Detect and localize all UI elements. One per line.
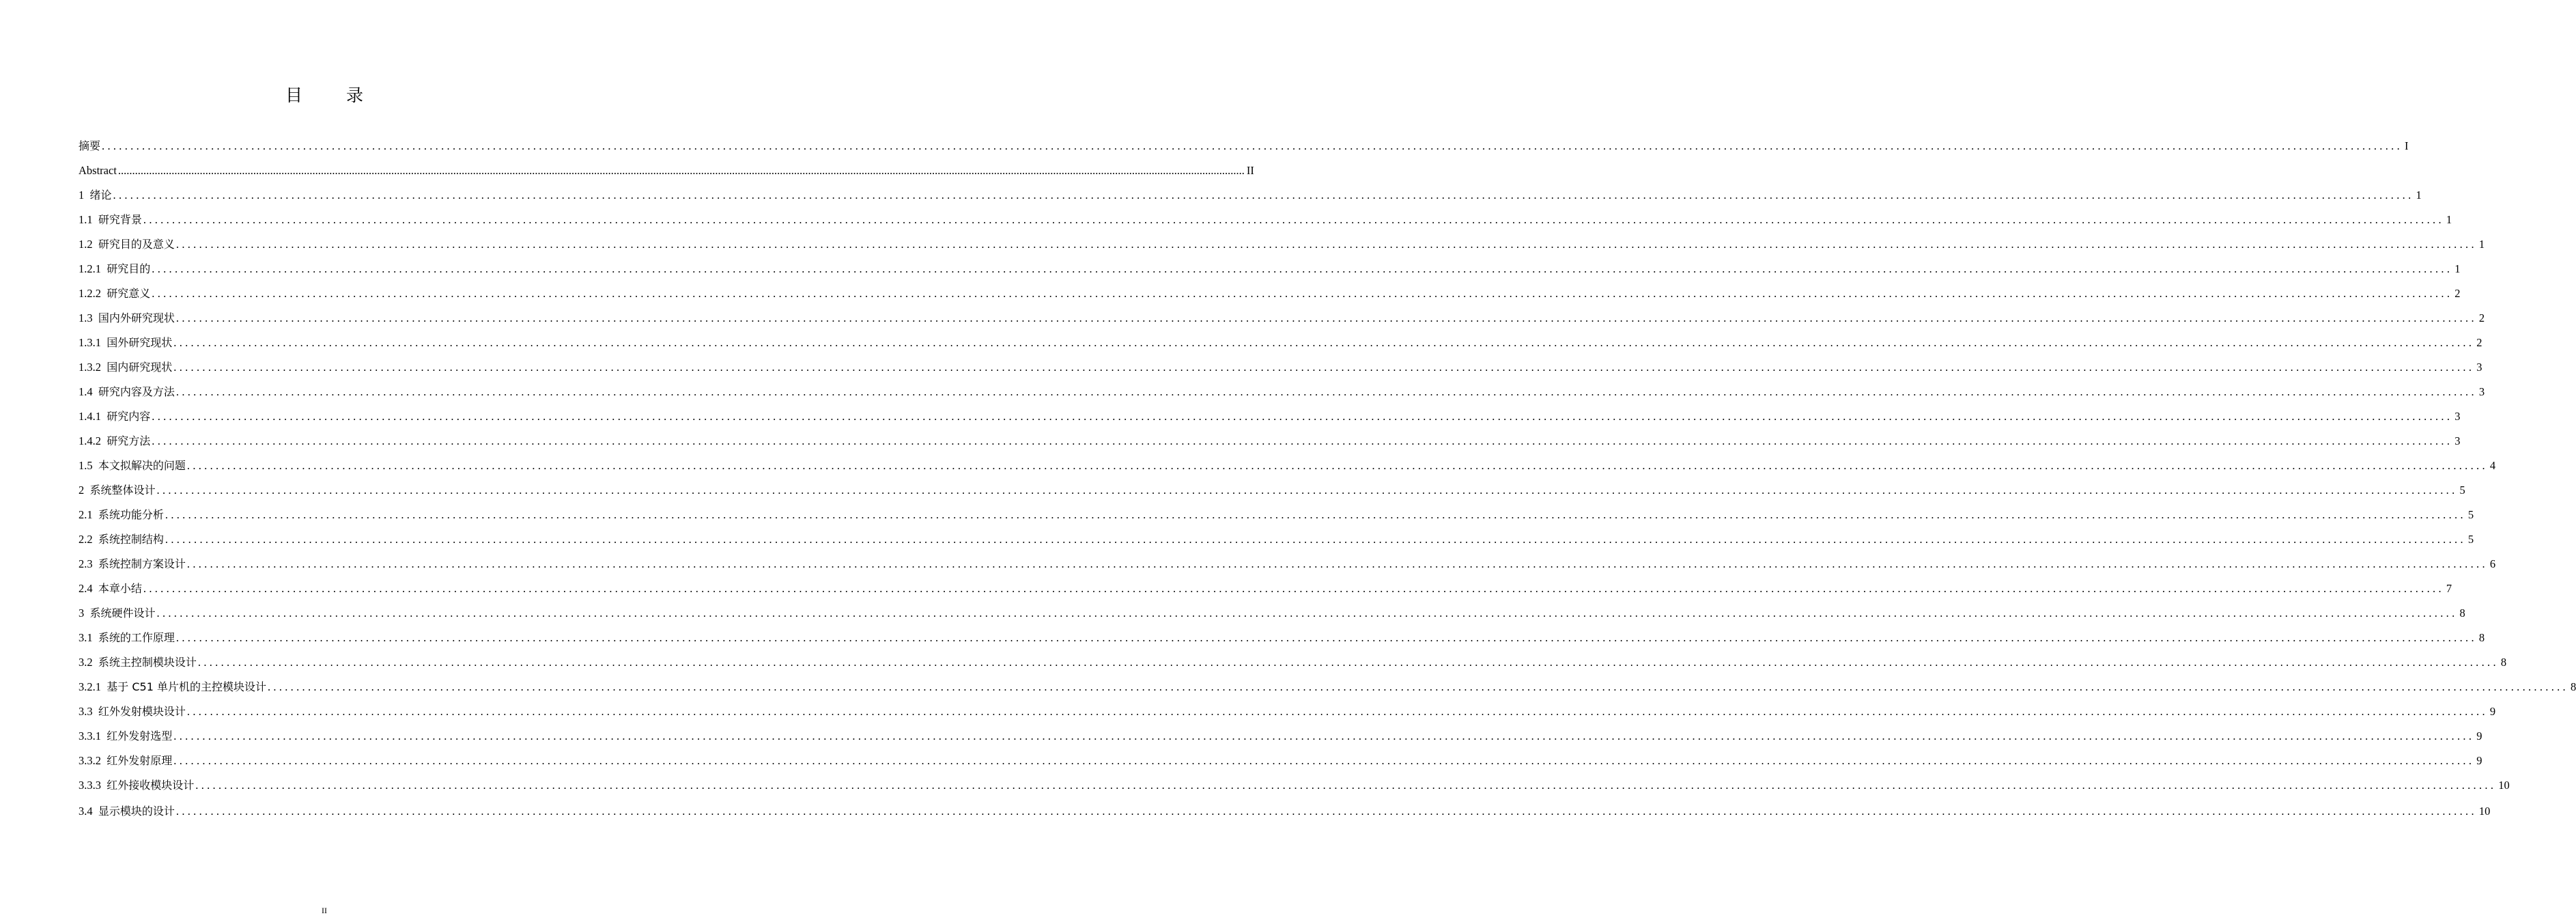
toc-entry-page: 2 — [2476, 336, 2482, 349]
toc-entry[interactable] — [79, 232, 2485, 257]
toc-entry-label — [79, 576, 142, 601]
toc-entry-label — [79, 454, 186, 478]
toc-entry-number: 2.2 — [79, 533, 93, 546]
page-number: II — [322, 906, 327, 915]
toc-entry-label — [79, 134, 100, 158]
toc-entry-page: 5 — [2459, 484, 2465, 497]
toc-entry-title: 系统主控制模块设计 — [98, 656, 197, 669]
toc-entry[interactable] — [79, 158, 1254, 183]
toc-dot-leader: ................................................................................................................................................................................................................................................................................................................................................................................................................ — [143, 213, 2444, 226]
toc-dot-leader: ................................................................................................................................................................................................................................................................................................................................................................................................................ — [175, 238, 2477, 251]
toc-entry[interactable] — [79, 576, 2452, 601]
toc-entry-page: 7 — [2446, 582, 2452, 595]
toc-entry-number: 2.1 — [79, 508, 93, 521]
toc-entry-title: Abstract — [79, 164, 117, 177]
toc-entry-label — [79, 355, 172, 380]
toc-entry-page: 1 — [2454, 262, 2461, 275]
toc-entry[interactable] — [79, 281, 2461, 306]
toc-entry-page: 8 — [2478, 631, 2485, 644]
toc-entry-label — [79, 232, 175, 257]
toc-entry-title: 研究目的 — [107, 262, 151, 275]
toc-entry-label — [79, 552, 186, 576]
toc-dot-leader: ................................................................................................................................................................................................................................................................................................................................................................................................................ — [102, 139, 2403, 152]
toc-entry-page: 1 — [2446, 213, 2452, 226]
toc-entry[interactable] — [79, 699, 2496, 724]
toc-entry[interactable] — [79, 429, 2461, 454]
toc-entry-title: 红外发射选型 — [107, 729, 173, 742]
page-title: 目 录 — [285, 85, 382, 105]
toc-entry-page: 10 — [2498, 779, 2510, 792]
toc-entry-page: 1 — [2478, 238, 2485, 251]
toc-entry-number: 1.3 — [79, 311, 93, 324]
toc-entry-page: 10 — [2478, 805, 2491, 818]
toc-dot-leader: ................................................................................................................................................................................................................................................................................................................................................................................................................ — [186, 557, 2488, 570]
toc-entry-number: 3.2 — [79, 656, 93, 669]
toc-dot-leader: ................................................................................................................................................................................................................................................................................................................................................................................................................ — [173, 729, 2475, 742]
toc-entry-title: 本章小结 — [98, 582, 142, 595]
toc-entry-page: 8 — [2459, 607, 2465, 620]
toc-entry-page: 4 — [2489, 459, 2496, 472]
toc-dot-leader: ................................................................................................................................................................................................................................................................................................................................................................................................................ — [173, 336, 2475, 349]
toc-entry[interactable] — [79, 527, 2474, 552]
toc-entry-number: 1.2.1 — [79, 262, 101, 275]
toc-entry-label — [79, 331, 172, 355]
toc-entry-title: 系统硬件设计 — [89, 607, 156, 620]
toc-entry-page: 2 — [2454, 287, 2461, 300]
toc-entry-number: 3.4 — [79, 805, 93, 818]
toc-entry-page: 3 — [2478, 385, 2485, 398]
toc-dot-leader: ................................................................................................................................................................................................................................................................................................................................................................................................................ — [197, 656, 2499, 669]
toc-entry-label — [79, 404, 150, 429]
toc-entry-title: 国内外研究现状 — [98, 311, 175, 324]
toc-entry-page: 1 — [2416, 189, 2422, 201]
toc-entry[interactable] — [79, 626, 2485, 650]
toc-entry-title: 研究内容 — [107, 410, 151, 423]
toc-entry-number: 1 — [79, 189, 85, 201]
toc-dot-leader: ................................................................................................................................................................................................................................................................................................................................................................................................................ — [173, 754, 2475, 767]
toc-entry[interactable] — [79, 724, 2482, 749]
toc-dot-leader: ................................................................................................................................................................................................................................................................................................................................................................................................................ — [165, 508, 2466, 521]
toc-entry-title: 显示模块的设计 — [98, 805, 175, 818]
toc-entry-page: 2 — [2478, 311, 2485, 324]
toc-dot-leader: ................................................................................................................................................................................................................................................................................................................................................................................................................ — [152, 262, 2453, 275]
toc-entry-label — [79, 183, 112, 208]
toc-entry-title: 红外发射原理 — [107, 754, 173, 767]
toc-entry-number: 1.3.2 — [79, 361, 101, 374]
toc-entry[interactable] — [79, 503, 2474, 527]
toc-dot-leader: ................................................................................................................................................................................................................................................................................................................................................................................................................ — [165, 533, 2466, 546]
toc-entry[interactable] — [79, 478, 2465, 503]
toc-entry[interactable] — [79, 355, 2482, 380]
toc-entry-page: 3 — [2476, 361, 2482, 374]
toc-entry-title: 系统控制方案设计 — [98, 557, 186, 570]
toc-entry-title: 摘要 — [79, 139, 101, 152]
toc-entry-label — [79, 699, 186, 724]
toc-entry-title: 红外接收模块设计 — [107, 779, 195, 792]
toc-entry-number: 3.3 — [79, 705, 93, 718]
toc-entry-number: 2 — [79, 484, 85, 497]
toc-entry[interactable] — [79, 601, 2465, 626]
toc-entry-label — [79, 503, 164, 527]
toc-entry-label — [79, 281, 150, 306]
toc-entry-title: 研究目的及意义 — [98, 238, 175, 251]
toc-entry-title: 红外发射模块设计 — [98, 705, 186, 718]
toc-dot-leader: ................................................................................................................................................................................................................................................................................................................................................................................................................ — [175, 385, 2477, 398]
toc-entry[interactable] — [79, 454, 2496, 478]
toc-entry-label — [79, 650, 197, 675]
toc-entry-number: 1.4.1 — [79, 410, 101, 423]
toc-entry[interactable] — [79, 552, 2496, 576]
toc-dot-leader: ................................................................................................................................................................................................................................................................................................................................................................................................................ — [267, 680, 2568, 693]
toc-entry-number: 1.2 — [79, 238, 93, 251]
toc-entry-number: 3.3.1 — [79, 729, 101, 742]
toc-entry[interactable] — [79, 749, 2482, 773]
toc-entry-title: 研究背景 — [98, 213, 142, 226]
toc-entry[interactable] — [79, 306, 2485, 331]
toc-entry-title: 系统功能分析 — [98, 508, 164, 521]
toc-entry-title: 研究方法 — [107, 434, 151, 447]
toc-entry[interactable] — [79, 183, 2422, 208]
toc-entry-title: 国内研究现状 — [107, 361, 173, 374]
toc-entry-title: 国外研究现状 — [107, 336, 173, 349]
toc-dot-leader: ................................................................................................................................................................................................................................................................................................................................................................................................................ — [113, 189, 2414, 201]
toc-entry-label — [79, 429, 150, 454]
toc-entry-number: 3 — [79, 607, 85, 620]
toc-entry-label — [79, 257, 150, 281]
toc-entry-page: 9 — [2476, 754, 2482, 767]
toc-entry-number: 2.3 — [79, 557, 93, 570]
toc-dot-leader: ................................................................................................................................................................................................................................................................................................................................................................................................................ — [175, 311, 2477, 324]
toc-entry-number: 3.1 — [79, 631, 93, 644]
toc-entry-title: 绪论 — [89, 189, 112, 201]
toc-entry-page: 5 — [2467, 533, 2474, 546]
toc-entry[interactable] — [79, 404, 2461, 429]
toc-dot-leader: ................................................................................................................................................................................................................................................................................................................................................................................................................ — [173, 361, 2475, 374]
toc-dot-leader: ................................................................................................................................................................................................................................................................................................................................................................................................................ — [156, 484, 2458, 497]
toc-dot-leader: ................................................................................................................................................................................................................................................................................................................................................................................................................ — [186, 459, 2488, 472]
toc-dot-leader: ................................................................................................................................................................................................................................................................................................................................................................................................................ — [152, 434, 2453, 447]
toc-entry[interactable] — [79, 650, 2507, 675]
toc-dot-leader: ................................................................................................................................................................................................................................................................................................................................................................................................................ — [117, 164, 1245, 177]
toc-entry-label — [79, 478, 156, 503]
toc-entry-number: 1.1 — [79, 213, 93, 226]
toc-dot-leader: ................................................................................................................................................................................................................................................................................................................................................................................................................ — [195, 779, 2497, 792]
toc-entry[interactable] — [79, 675, 2576, 699]
toc-entry-page: 3 — [2454, 410, 2461, 423]
toc-entry[interactable] — [79, 134, 2409, 158]
toc-entry-page: 8 — [2500, 656, 2507, 669]
toc-entry-number: 3.3.3 — [79, 779, 101, 792]
toc-entry-number: 3.2.1 — [79, 680, 101, 693]
toc-dot-leader: ................................................................................................................................................................................................................................................................................................................................................................................................................ — [175, 805, 2477, 818]
toc-entry-number: 1.5 — [79, 459, 93, 472]
toc-entry-title: 基于 C51 单片机的主控模块设计 — [107, 680, 266, 693]
toc-entry-label — [79, 798, 175, 825]
toc-entry[interactable] — [79, 257, 2461, 281]
toc-entry-label — [79, 208, 142, 232]
toc-dot-leader: ................................................................................................................................................................................................................................................................................................................................................................................................................ — [156, 607, 2458, 620]
table-of-contents — [79, 134, 2576, 825]
toc-entry-page: I — [2405, 139, 2409, 152]
toc-entry-title: 系统的工作原理 — [98, 631, 175, 644]
toc-entry-page: 3 — [2454, 434, 2461, 447]
toc-entry-label — [79, 749, 172, 773]
toc-entry[interactable] — [79, 773, 2510, 798]
toc-entry-page: 9 — [2489, 705, 2496, 718]
toc-dot-leader: ................................................................................................................................................................................................................................................................................................................................................................................................................ — [152, 410, 2453, 423]
toc-dot-leader: ................................................................................................................................................................................................................................................................................................................................................................................................................ — [152, 287, 2453, 300]
toc-entry[interactable] — [79, 380, 2485, 404]
toc-entry-title: 研究内容及方法 — [98, 385, 175, 398]
toc-entry-page: 6 — [2489, 557, 2496, 570]
toc-entry[interactable] — [79, 331, 2482, 355]
toc-entry-label — [79, 724, 172, 749]
toc-entry-label — [79, 380, 175, 404]
toc-entry-number: 1.2.2 — [79, 287, 101, 300]
toc-entry-title: 系统控制结构 — [98, 533, 164, 546]
toc-entry-page: 8 — [2570, 680, 2576, 693]
toc-entry-number: 3.3.2 — [79, 754, 101, 767]
toc-entry-title: 本文拟解决的问题 — [98, 459, 186, 472]
toc-entry-number: 1.3.1 — [79, 336, 101, 349]
toc-entry-number: 1.4.2 — [79, 434, 101, 447]
toc-entry[interactable] — [79, 798, 2491, 825]
toc-entry-label — [79, 601, 156, 626]
toc-entry-label — [79, 158, 117, 183]
toc-entry-label — [79, 675, 266, 699]
toc-entry[interactable] — [79, 208, 2452, 232]
toc-entry-page: 5 — [2467, 508, 2474, 521]
toc-entry-label — [79, 306, 175, 331]
toc-entry-title: 研究意义 — [107, 287, 151, 300]
toc-entry-title: 系统整体设计 — [89, 484, 156, 497]
toc-entry-label — [79, 773, 194, 798]
toc-dot-leader: ................................................................................................................................................................................................................................................................................................................................................................................................................ — [175, 631, 2477, 644]
toc-dot-leader: ................................................................................................................................................................................................................................................................................................................................................................................................................ — [143, 582, 2444, 595]
toc-entry-number: 2.4 — [79, 582, 93, 595]
toc-entry-page: II — [1246, 164, 1254, 177]
toc-entry-number: 1.4 — [79, 385, 93, 398]
toc-entry-label — [79, 626, 175, 650]
toc-entry-page: 9 — [2476, 729, 2482, 742]
toc-entry-label — [79, 527, 164, 552]
toc-dot-leader: ................................................................................................................................................................................................................................................................................................................................................................................................................ — [186, 705, 2488, 718]
